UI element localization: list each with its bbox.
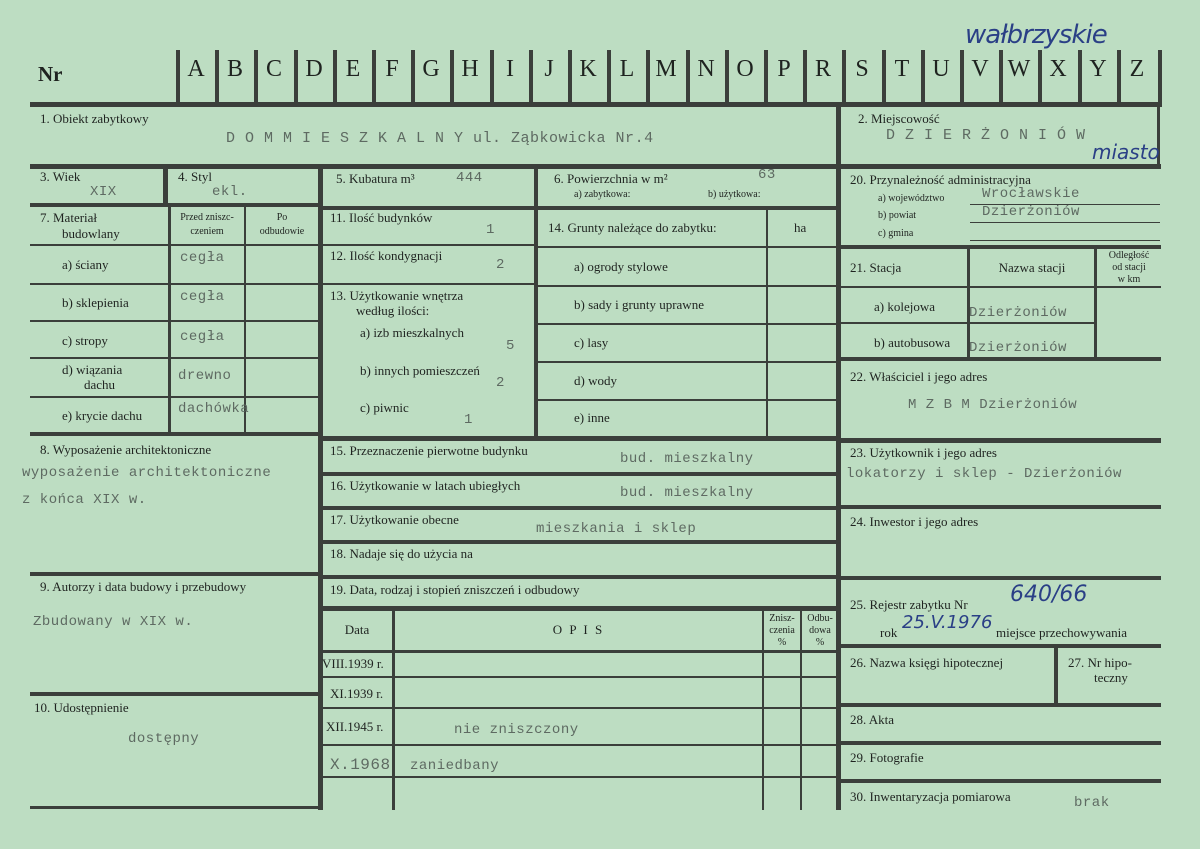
land-row-label: a) ogrody stylowe: [574, 259, 668, 274]
label-building-count: 11. Ilość budynków: [330, 210, 433, 225]
label-railway: a) kolejowa: [874, 299, 936, 314]
damage-row-description: zaniedbany: [410, 758, 500, 774]
damage-row-date: VIII.1939 r.: [322, 656, 384, 671]
label-investor: 24. Inwestor i jego adres: [850, 514, 979, 529]
col-before-destruction: Przed zniszc-: [180, 212, 234, 223]
index-letter: A: [187, 56, 205, 82]
value-equipment-2: z końca XIX w.: [22, 492, 147, 508]
label-damage-history: 19. Data, rodzaj i stopień zniszczeń i odbudowy: [330, 582, 580, 597]
col-rebuild-pct: Odbu- dowa %: [807, 613, 833, 648]
nr-label: Nr: [38, 62, 63, 86]
material-row-label: d) wiązania: [62, 362, 123, 377]
label-area: 6. Powierzchnia w m²: [554, 171, 668, 186]
material-row-label: a) ściany: [62, 257, 109, 272]
col-after-rebuild-2: odbudowie: [259, 226, 305, 237]
material-row-label: b) sklepienia: [62, 295, 129, 310]
index-letter: H: [461, 56, 479, 82]
label-mortgage-nr-2: teczny: [1094, 670, 1128, 685]
index-letter: W: [1007, 56, 1031, 82]
col-after-rebuild: Po: [276, 212, 288, 223]
label-living-rooms: a) izb mieszkalnych: [360, 325, 464, 340]
land-row-label: b) sady i grunty uprawne: [574, 297, 704, 312]
value-volume: 444: [456, 170, 483, 186]
index-letter: J: [544, 56, 554, 82]
col-station-distance: Odległość od stacji w km: [1108, 250, 1150, 285]
label-area-historic: a) zabytkowa:: [574, 189, 631, 200]
damage-row-date: XII.1945 r.: [326, 719, 384, 734]
label-current-use: 17. Użytkowanie obecne: [330, 512, 459, 527]
value-equipment-1: wyposażenie architektoniczne: [22, 465, 272, 481]
material-row-value: cegła: [180, 289, 225, 305]
label-survey: 30. Inwentaryzacja pomiarowa: [850, 789, 1011, 804]
index-letter: E: [345, 56, 361, 82]
value-past-use: bud. mieszkalny: [620, 485, 754, 501]
index-letter: R: [814, 56, 831, 82]
index-letter: C: [265, 56, 282, 82]
value-area: 63: [758, 167, 776, 183]
label-bus: b) autobusowa: [874, 335, 951, 350]
label-material: 7. Materiał: [40, 210, 98, 225]
label-storage-place: miejsce przechowywania: [996, 625, 1128, 640]
value-living-rooms: 5: [506, 338, 515, 354]
value-other-rooms: 2: [496, 375, 505, 391]
index-letter: D: [305, 56, 323, 82]
label-voivodeship: a) województwo: [878, 193, 945, 204]
material-row-value: dachówka: [178, 401, 250, 417]
value-original-purpose: bud. mieszkalny: [620, 451, 754, 467]
value-authors: Zbudowany w XIX w.: [33, 614, 194, 630]
value-voivodeship: Wrocławskie: [982, 186, 1080, 202]
label-locality: 2. Miejscowość: [858, 111, 940, 126]
material-row-value: drewno: [178, 368, 232, 384]
label-interior-use-2: według ilości:: [356, 303, 430, 318]
label-area-usable: b) użytkowa:: [708, 189, 761, 200]
label-register-year: rok: [880, 625, 898, 640]
value-owner: M Z B M Dzierżoniów: [908, 397, 1078, 413]
col-destruction-pct: Znisz- czenia %: [769, 613, 795, 648]
land-row-label: e) inne: [574, 410, 610, 425]
index-letter: L: [619, 56, 635, 82]
index-letter: T: [894, 56, 910, 82]
label-storeys: 12. Ilość kondygnacji: [330, 248, 443, 263]
label-volume: 5. Kubatura m³: [336, 171, 415, 186]
label-land: 14. Grunty należące do zabytku:: [548, 220, 717, 235]
label-photos: 29. Fotografie: [850, 750, 924, 765]
handwritten-locality-note: miasto: [1092, 140, 1160, 164]
material-row-label: c) stropy: [62, 333, 108, 348]
index-letter: K: [579, 56, 597, 82]
label-age: 3. Wiek: [40, 169, 81, 184]
index-letter: U: [932, 56, 950, 82]
col-before-destruction-2: czeniem: [190, 226, 224, 237]
label-mortgage-book: 26. Nazwa księgi hipotecznej: [850, 655, 1004, 670]
label-object: 1. Obiekt zabytkowy: [40, 111, 149, 126]
value-bus: Dzierżoniów: [969, 340, 1067, 356]
damage-row-date: XI.1939 r.: [330, 686, 384, 701]
value-current-use: mieszkania i sklep: [536, 521, 697, 537]
label-authors: 9. Autorzy i data budowy i przebudowy: [40, 579, 247, 594]
index-letter: V: [971, 56, 989, 82]
label-material-2: budowlany: [62, 226, 120, 241]
col-description: O P I S: [552, 622, 605, 637]
label-owner: 22. Właściciel i jego adres: [850, 369, 988, 384]
index-letter: Z: [1129, 56, 1145, 82]
label-suitable-for: 18. Nadaje się do użycia na: [330, 546, 473, 561]
label-files: 28. Akta: [850, 712, 895, 727]
index-letter: I: [506, 56, 514, 82]
value-register-year: 25.V.1976: [902, 612, 993, 633]
handwritten-region-note: wałbrzyskie: [965, 20, 1107, 50]
label-past-use: 16. Użytkowanie w latach ubiegłych: [330, 478, 521, 493]
value-locality: D Z I E R Ż O N I Ó W: [886, 127, 1086, 144]
damage-row-date: X.1968: [330, 756, 391, 774]
label-original-purpose: 15. Przeznaczenie pierwotne budynku: [330, 443, 528, 458]
material-row-value: cegła: [180, 329, 225, 345]
label-equipment: 8. Wyposażenie architektoniczne: [40, 442, 212, 457]
label-admin: 20. Przynależność administracyjna: [850, 172, 1031, 187]
label-style: 4. Styl: [178, 169, 212, 184]
label-cellars: c) piwnic: [360, 400, 409, 415]
damage-row-description: nie zniszczony: [454, 722, 579, 738]
value-access: dostępny: [128, 731, 200, 747]
label-station: 21. Stacja: [850, 260, 902, 275]
index-letter: F: [385, 56, 399, 82]
label-access: 10. Udostępnienie: [34, 700, 129, 715]
value-building-count: 1: [486, 222, 495, 238]
material-row-label-2: dachu: [84, 377, 116, 392]
col-station-name: Nazwa stacji: [998, 260, 1066, 275]
value-survey: brak: [1074, 795, 1110, 811]
material-row-value: cegła: [180, 250, 225, 266]
label-mortgage-nr: 27. Nr hipo-: [1068, 655, 1132, 670]
land-row-label: d) wody: [574, 373, 617, 388]
index-letter: O: [736, 56, 754, 82]
label-user: 23. Użytkownik i jego adres: [850, 445, 997, 460]
index-letter: Y: [1089, 56, 1107, 82]
label-commune: c) gmina: [878, 228, 914, 239]
index-letter: G: [422, 56, 440, 82]
index-letter: M: [655, 56, 677, 82]
index-letter: B: [226, 56, 243, 82]
value-county: Dzierżoniów: [982, 204, 1080, 220]
col-date: Data: [344, 622, 370, 637]
label-land-unit: ha: [794, 220, 807, 235]
label-other-rooms: b) innych pomieszczeń: [360, 363, 480, 378]
value-user: lokatorzy i sklep - Dzierżoniów: [846, 466, 1122, 482]
value-style: ekl.: [212, 184, 248, 200]
index-letter: X: [1049, 56, 1067, 82]
value-railway: Dzierżoniów: [969, 305, 1067, 321]
material-row-label: e) krycie dachu: [62, 408, 143, 423]
label-interior-use: 13. Użytkowanie wnętrza: [330, 288, 464, 303]
land-row-label: c) lasy: [574, 335, 609, 350]
value-object: D O M M I E S Z K A L N Y ul. Ząbkowicka Nr.4: [226, 130, 654, 147]
value-age: XIX: [90, 184, 117, 200]
index-letter: N: [697, 56, 715, 82]
value-register-nr: 640/66: [1010, 582, 1088, 607]
label-county: b) powiat: [878, 210, 917, 221]
value-storeys: 2: [496, 257, 505, 273]
index-letter: P: [777, 56, 791, 82]
index-letter: S: [855, 56, 869, 82]
value-cellars: 1: [464, 412, 473, 428]
label-register: 25. Rejestr zabytku Nr: [850, 597, 968, 612]
